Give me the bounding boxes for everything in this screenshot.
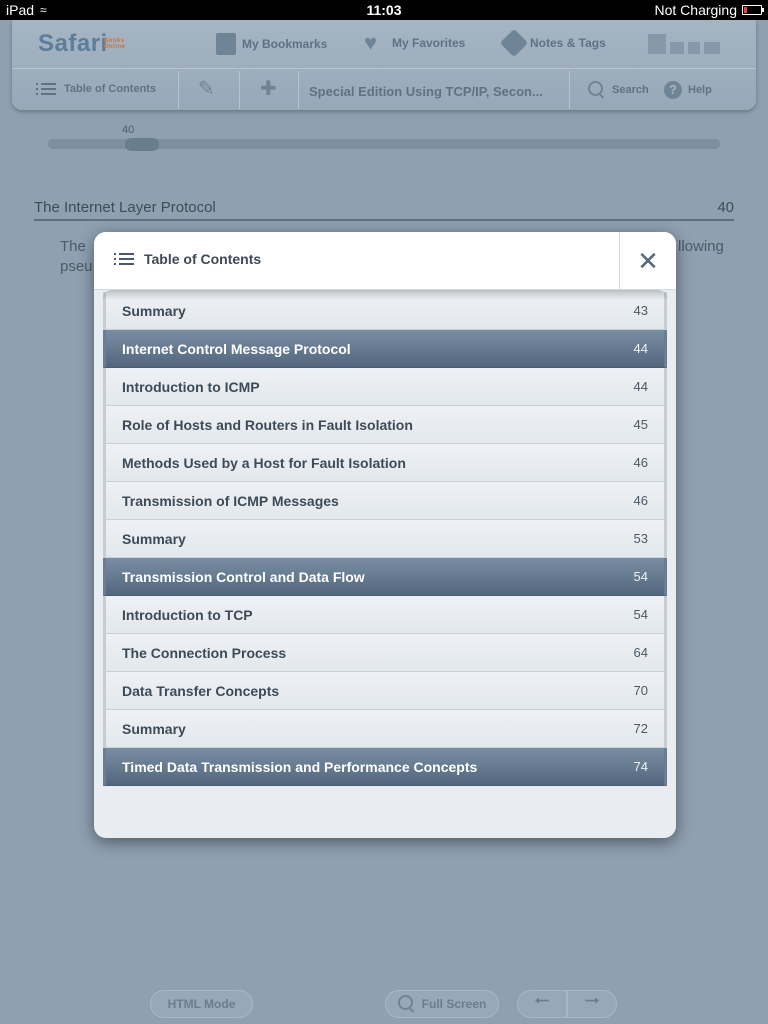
toc-item-label: Summary [122,530,186,547]
previous-page-button[interactable] [517,990,567,1018]
toc-item-page: 54 [633,569,648,584]
book-title: Special Edition Using TCP/IP, Secon... [309,84,543,99]
toc-chapter-row[interactable] [103,330,667,368]
divider [569,71,570,109]
search-button[interactable] [588,81,649,99]
wifi-icon: ≈ [40,3,47,17]
toc-item-label: Transmission Control and Data Flow [122,568,365,585]
toc-item-label: Methods Used by a Host for Fault Isolation [122,454,406,471]
toc-item-page: 44 [633,379,648,394]
toc-list [103,292,667,786]
toc-item-label: The Connection Process [122,644,287,661]
toc-section-row[interactable] [103,634,667,672]
search-label: Search [612,84,649,96]
divider [239,71,240,109]
toc-item-page: 46 [633,493,648,508]
close-button[interactable] [619,232,676,290]
toc-item-page: 44 [633,341,648,356]
notes-tags-label: Notes & Tags [530,36,606,50]
body-text-fragment: The [60,238,86,255]
full-screen-label: Full Screen [421,997,487,1011]
my-favorites-label: My Favorites [392,36,466,50]
toc-section-row[interactable] [103,520,667,558]
toc-item-page: 64 [633,645,648,660]
toc-item-page: 53 [633,531,648,546]
help-label: Help [688,84,712,96]
section-heading-page: 40 [717,199,734,216]
zoom-icon [398,995,416,1013]
toc-section-row[interactable] [103,368,667,406]
toc-list-frame[interactable] [102,290,668,788]
toc-modal [94,232,676,838]
toc-item-label: Role of Hosts and Routers in Fault Isolation [122,416,413,433]
full-screen-button[interactable] [385,990,499,1018]
divider [298,71,299,109]
toc-section-row[interactable] [103,482,667,520]
toc-item-label: Internet Control Message Protocol [122,340,351,357]
search-icon [588,81,606,99]
clock: 11:03 [366,2,402,18]
toc-button-label: Table of Contents [64,83,157,95]
next-page-button[interactable] [567,990,617,1018]
toc-item-page: 46 [633,455,648,470]
toc-item-page: 45 [633,417,648,432]
slider-page-number: 40 [122,124,135,136]
toc-section-row[interactable] [103,406,667,444]
toc-section-row[interactable] [103,292,667,330]
page-slider-thumb[interactable] [125,138,159,151]
toc-item-page: 70 [633,683,648,698]
account-avatar[interactable] [646,32,726,56]
left-arrow-icon: 🠀 [534,991,550,1011]
close-icon: ✕ [637,246,659,276]
toc-section-row[interactable] [103,710,667,748]
list-icon [36,83,56,95]
toc-modal-title-text: Table of Contents [144,251,262,267]
battery-status: Not Charging [654,2,737,18]
toc-section-row[interactable] [103,672,667,710]
toc-item-label: Introduction to ICMP [122,378,260,395]
html-mode-label: HTML Mode [167,997,236,1011]
toc-item-page: 43 [633,303,648,318]
toc-chapter-row[interactable] [103,748,667,786]
toc-item-page: 74 [633,759,648,774]
bookmark-icon [216,33,236,55]
body-text-fragment: pseu [60,258,93,275]
toc-section-row[interactable] [103,444,667,482]
safari-logo[interactable] [38,30,126,58]
heart-icon: ♥ [364,30,378,55]
status-bar [0,0,768,20]
section-heading-title: The Internet Layer Protocol [34,199,216,216]
my-favorites-button[interactable] [364,30,466,55]
list-icon [114,253,134,265]
body-text-fragment: llowing [678,238,724,255]
toc-item-label: Data Transfer Concepts [122,682,280,699]
logo-text: Safari [38,30,108,57]
my-bookmarks-button[interactable] [216,33,327,55]
toc-item-page: 54 [633,607,648,622]
toc-item-label: Timed Data Transmission and Performance Concepts [122,758,478,775]
highlight-pen-icon[interactable]: ✎ [198,78,215,100]
toc-chapter-row[interactable] [103,558,667,596]
toc-item-label: Transmission of ICMP Messages [122,492,339,509]
logo-subtext: Books Online [103,38,126,50]
help-icon: ? [664,81,682,99]
table-of-contents-button[interactable] [36,83,156,95]
status-right [655,2,763,18]
battery-icon [742,5,762,15]
device-name: iPad [6,2,35,18]
toc-item-label: Summary [122,720,186,737]
toc-item-label: Introduction to TCP [122,606,253,623]
toc-modal-title [114,251,261,267]
status-left [6,2,47,18]
divider [178,71,179,109]
section-heading [34,199,734,221]
toolbar-row-secondary [12,68,756,110]
html-mode-button[interactable] [150,990,253,1018]
add-tag-icon[interactable]: ✚ [260,78,277,100]
my-bookmarks-label: My Bookmarks [242,37,328,51]
toc-item-page: 72 [633,721,648,736]
toc-item-label: Summary [122,302,186,319]
right-arrow-icon: 🠂 [584,991,600,1011]
help-button[interactable] [664,81,712,99]
top-toolbar [12,20,756,110]
tag-icon [500,29,528,57]
toolbar-row-main [12,20,756,68]
notes-tags-button[interactable] [504,33,606,53]
toc-modal-header [94,232,676,290]
toc-section-row[interactable] [103,596,667,634]
